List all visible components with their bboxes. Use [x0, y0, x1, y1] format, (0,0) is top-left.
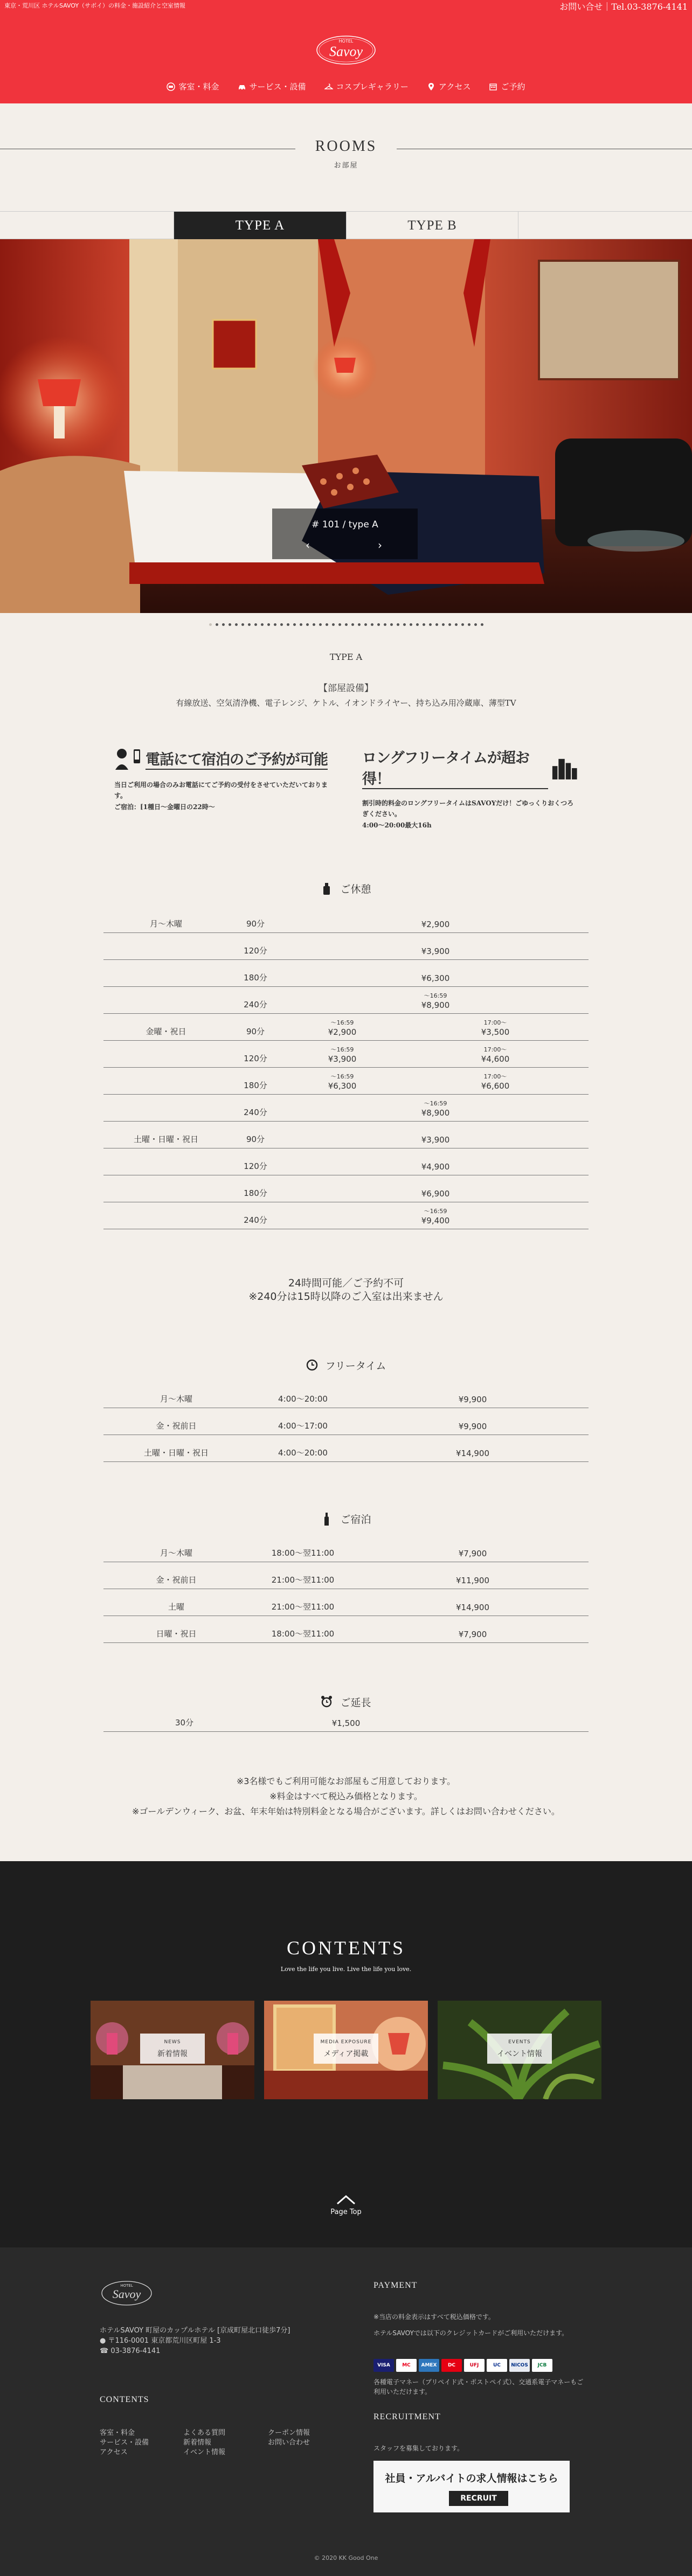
rest-price-value: ¥2,900	[421, 919, 450, 929]
rest-day	[103, 1202, 229, 1229]
credit-card-uc-icon: UC	[487, 2359, 507, 2372]
svg-text:HOTEL: HOTEL	[338, 39, 354, 44]
rest-price-value: ¥3,900	[421, 946, 450, 956]
rest-price-value: ¥6,900	[421, 1188, 450, 1199]
rest-price-note: 〜16:59	[424, 1208, 447, 1215]
savoy-logo-icon	[100, 2279, 154, 2308]
slider-dot[interactable]	[306, 623, 309, 626]
stay-time: 18:00〜翌11:00	[271, 1628, 335, 1639]
footer-link[interactable]: アクセス	[100, 2448, 128, 2457]
stay-price: ¥7,900	[458, 1548, 487, 1558]
slider-dot[interactable]	[410, 623, 412, 626]
equipment-list: 有線放送、空気清浄機、電子レンジ、ケトル、イオンドライヤー、持ち込み用冷蔵庫、薄型TV	[176, 698, 516, 708]
footer-link[interactable]: 客室・料金	[100, 2429, 135, 2438]
freetime-heading	[0, 1358, 692, 1373]
tab-type-b[interactable]: TYPE B	[346, 212, 518, 240]
footer-link[interactable]: イベント情報	[183, 2448, 226, 2457]
rooms-subheading: お部屋	[334, 162, 358, 170]
rest-price	[282, 932, 589, 959]
rest-price	[282, 986, 589, 1013]
contents-section	[0, 1861, 692, 2247]
phone-operator-icon	[114, 746, 142, 771]
slider-dot[interactable]	[235, 623, 238, 626]
contents-heading: CONTENTS	[287, 1937, 405, 1959]
rest-day	[103, 986, 229, 1013]
alarm-clock-icon	[321, 1695, 333, 1709]
calendar-icon	[489, 82, 497, 91]
slider-dot[interactable]	[248, 623, 251, 626]
nav-services[interactable]	[238, 81, 306, 92]
footer-link[interactable]: よくある質問	[183, 2429, 226, 2438]
news-card[interactable]	[91, 2001, 254, 2099]
stay-price-table	[103, 1535, 589, 1643]
credit-card-visa-icon: VISA	[373, 2359, 394, 2372]
slider-next-button[interactable]: ›	[378, 539, 382, 552]
credit-card-mc-icon: MC	[396, 2359, 417, 2372]
rest-day: 月〜木曜	[149, 918, 182, 929]
footer-contents-heading: CONTENTS	[100, 2395, 149, 2405]
equipment-heading: 【部屋設備】	[319, 683, 373, 694]
stay-day: 土曜	[168, 1602, 184, 1612]
rest-row	[103, 1094, 589, 1121]
slider-dot[interactable]	[384, 623, 386, 626]
rest-price-early-value: ¥3,900	[328, 1054, 357, 1064]
extend-price-table	[103, 1717, 589, 1732]
news-card-en: NEWS	[164, 2039, 181, 2045]
rest-price-note: 〜16:59	[424, 1100, 447, 1108]
rest-row	[103, 959, 589, 986]
slider-dot[interactable]	[229, 623, 231, 626]
events-card[interactable]	[438, 2001, 601, 2099]
rest-row	[103, 1013, 589, 1040]
events-card-label	[487, 2034, 552, 2064]
rest-heading	[0, 881, 692, 896]
phone-icon: ☎	[100, 2347, 111, 2356]
rest-row	[103, 1121, 589, 1148]
nav-access-label: アクセス	[438, 82, 471, 92]
media-card-jp: メディア掲載	[323, 2050, 369, 2059]
rest-note-1: 24時間可能／ご予約不可	[288, 1277, 404, 1289]
slider-dot[interactable]	[377, 623, 380, 626]
rest-row	[103, 1067, 589, 1094]
extend-row	[103, 1717, 589, 1732]
rest-day	[103, 1094, 229, 1121]
rest-note-2: ※240分は15時以降のご入室は出来ません	[248, 1291, 444, 1303]
recruit-text: スタッフを募集しております。	[373, 2445, 464, 2453]
free-row	[103, 1435, 589, 1462]
slider-dot[interactable]	[326, 623, 328, 626]
footer-link[interactable]: お問い合わせ	[268, 2439, 310, 2447]
rest-price-early-note: 〜16:59	[330, 1019, 354, 1027]
credit-card-jcb-icon: JCB	[532, 2359, 552, 2372]
rest-row	[103, 986, 589, 1013]
rest-duration: 180分	[244, 972, 267, 983]
footer-description: ホテルSAVOY 町屋のカップルホテル [京成町屋北口徒歩7分]	[100, 2327, 290, 2335]
footer-link[interactable]: サービス・設備	[100, 2439, 149, 2447]
rest-price-table	[103, 906, 589, 1229]
slider-dot[interactable]	[274, 623, 276, 626]
freetime-price-table	[103, 1381, 589, 1463]
rest-row	[103, 906, 589, 932]
rest-price-value: ¥3,900	[421, 1134, 450, 1145]
hanger-icon	[324, 82, 333, 91]
footer-link[interactable]: クーポン情報	[268, 2429, 310, 2438]
rest-price	[282, 1202, 589, 1229]
free-time: 4:00〜20:00	[278, 1394, 328, 1404]
rest-day	[103, 1148, 229, 1175]
rest-row	[103, 1040, 589, 1067]
free-time: 4:00〜17:00	[278, 1421, 328, 1431]
promo-long-freetime	[362, 746, 578, 831]
recruit-banner[interactable]	[373, 2461, 570, 2512]
rest-day	[103, 1040, 229, 1067]
map-pin-icon	[427, 82, 435, 91]
rest-price-note: 〜16:59	[424, 992, 447, 1000]
stay-row	[103, 1616, 589, 1642]
slider-dot[interactable]	[461, 623, 464, 626]
slide-caption: # 101 / type A	[312, 519, 378, 530]
media-card-en: MEDIA EXPOSURE	[320, 2039, 372, 2045]
slider-dot[interactable]	[287, 623, 289, 626]
credit-card-ufj-icon: UFJ	[464, 2359, 485, 2372]
nav-cosplay[interactable]	[324, 81, 409, 92]
stay-time: 21:00〜翌11:00	[271, 1575, 335, 1585]
site-footer	[0, 2247, 692, 2576]
rest-price-early-value: ¥2,900	[328, 1027, 357, 1037]
rest-row	[103, 1175, 589, 1202]
payment-text-1: ※当店の料金表示はすべて税込価格です。	[373, 2313, 495, 2321]
rest-price-late-note: 17:00〜	[483, 1046, 507, 1054]
slider-dot[interactable]	[448, 623, 451, 626]
stay-row	[103, 1562, 589, 1589]
slider-dot[interactable]	[364, 623, 367, 626]
stay-day: 金・祝前日	[156, 1575, 197, 1585]
rest-price-late	[402, 1067, 589, 1094]
extend-heading-label: ご延長	[340, 1696, 371, 1709]
recruit-banner-title: 社員・アルバイトの求人情報はこちら	[385, 2473, 558, 2485]
free-price: ¥9,900	[458, 1395, 487, 1405]
room-type-label: TYPE A	[329, 652, 363, 662]
svg-text:Savoy: Savoy	[112, 2287, 141, 2301]
slider-dot[interactable]	[209, 623, 212, 626]
promo-phone-title: 電話にて宿泊のご予約が可能	[146, 748, 328, 770]
promo-phone-reservation	[114, 746, 330, 831]
rest-price	[282, 1148, 589, 1175]
bed-icon	[167, 82, 175, 91]
promo-freetime-text-2: 4:00〜20:00最大16h	[362, 821, 432, 829]
stay-time: 21:00〜翌11:00	[271, 1602, 335, 1612]
slider-dot[interactable]	[390, 623, 393, 626]
rest-price-late	[402, 1040, 589, 1067]
stay-day: 月〜木曜	[160, 1548, 192, 1558]
rest-price-value: ¥6,300	[421, 973, 450, 983]
rest-day: 金曜・祝日	[146, 1026, 186, 1036]
promo-freetime-title: ロングフリータイムが超お得！	[362, 746, 548, 789]
promo-section	[0, 746, 692, 831]
slider-dot[interactable]	[338, 623, 341, 626]
free-row	[103, 1408, 589, 1435]
slider-dot[interactable]	[222, 623, 225, 626]
free-day: 月〜木曜	[160, 1394, 192, 1404]
bottle-icon	[321, 882, 333, 896]
extend-heading	[0, 1695, 692, 1709]
footer-address: 〒116-0001 東京都荒川区町屋 1-3	[108, 2337, 221, 2345]
freetime-heading-label: フリータイム	[325, 1360, 386, 1372]
site-header	[0, 0, 692, 103]
rest-price-early	[282, 1013, 402, 1040]
slider-dot[interactable]	[397, 623, 399, 626]
extend-time: 30分	[175, 1718, 194, 1728]
extend-price: ¥1,500	[331, 1718, 361, 1729]
stay-day: 日曜・祝日	[156, 1628, 197, 1639]
stay-price: ¥14,900	[455, 1602, 490, 1612]
rest-price-late-value: ¥6,600	[481, 1081, 510, 1091]
free-time: 4:00〜20:00	[278, 1448, 328, 1458]
rest-duration: 240分	[244, 1215, 267, 1225]
stay-time: 18:00〜翌11:00	[271, 1548, 335, 1558]
contact-phone-link[interactable]: お問い合せ｜Tel.03-3876-4141	[559, 2, 688, 12]
free-price: ¥9,900	[458, 1422, 487, 1432]
pricing-notes	[0, 1774, 692, 1819]
slider-dot[interactable]	[267, 623, 270, 626]
header-tagline: 東京・荒川区 ホテルSAVOY（サボイ）の料金・施設紹介と空室情報	[4, 2, 186, 9]
promo-phone-text-1: 当日ご利用の場合のみお電話にてご予約の受付をさせていただいております。	[114, 781, 328, 800]
rest-price-value: ¥9,400	[421, 1215, 450, 1226]
map-pin-icon: ●	[100, 2337, 108, 2345]
rest-price-value: ¥4,900	[421, 1161, 450, 1172]
rest-duration: 90分	[246, 1026, 265, 1036]
copyright: © 2020 KK Good One	[314, 2554, 378, 2562]
stay-price: ¥11,900	[455, 1575, 490, 1585]
free-day: 金・祝前日	[156, 1421, 197, 1431]
rest-row	[103, 932, 589, 959]
rest-price-late-note: 17:00〜	[483, 1019, 507, 1027]
rest-price	[282, 906, 589, 932]
nav-cosplay-label: コスプレギャラリー	[336, 82, 409, 92]
footer-address-row	[100, 2336, 221, 2347]
promo-freetime-text-1: 割引時的料金のロングフリータイムはSAVOYだけ！ごゆっくりおくつろぎください。	[362, 799, 574, 818]
rest-row	[103, 1202, 589, 1229]
rest-price-late-value: ¥4,600	[481, 1054, 510, 1064]
rooms-heading: ROOMS	[315, 138, 377, 155]
slider-dot[interactable]	[293, 623, 296, 626]
media-card-label	[314, 2034, 378, 2064]
nav-reservation-label: ご予約	[501, 82, 525, 92]
rest-duration: 120分	[244, 1161, 267, 1171]
rest-duration: 90分	[246, 918, 265, 929]
rest-duration: 240分	[244, 999, 267, 1009]
slider-dot[interactable]	[474, 623, 477, 626]
slider-dot[interactable]	[261, 623, 264, 626]
slider-dot[interactable]	[241, 623, 244, 626]
nav-rooms[interactable]	[167, 81, 219, 92]
stay-price: ¥7,900	[458, 1629, 487, 1639]
payment-heading: PAYMENT	[373, 2281, 418, 2290]
free-price: ¥14,900	[455, 1449, 490, 1459]
news-card-jp: 新着情報	[157, 2050, 188, 2059]
media-card[interactable]	[264, 2001, 428, 2099]
slider-dot[interactable]	[254, 623, 257, 626]
main-nav	[0, 81, 692, 92]
stay-heading	[0, 1512, 692, 1526]
events-card-jp: イベント情報	[497, 2050, 542, 2059]
payment-text-3: 各種電子マネー（プリペイド式・ポストペイ式）、交通系電子マネーもご利用いただけます。	[373, 2378, 584, 2396]
rest-day	[103, 959, 229, 986]
page-top-label: Page Top	[330, 2208, 362, 2217]
room-type-tabs	[0, 211, 692, 239]
rest-duration: 180分	[244, 1188, 267, 1198]
slider-dot[interactable]	[435, 623, 438, 626]
rest-day: 土曜・日曜・祝日	[133, 1134, 198, 1144]
rest-price-early-note: 〜16:59	[330, 1046, 354, 1054]
rest-price-late	[402, 1013, 589, 1040]
nav-services-label: サービス・設備	[249, 82, 306, 92]
pricing-note-2: ※料金はすべて税込み価格となります。	[269, 1791, 423, 1802]
stay-heading-label: ご宿泊	[340, 1514, 371, 1526]
room-photo-slider[interactable]	[0, 239, 692, 613]
credit-card-logos	[373, 2359, 552, 2372]
slider-dot[interactable]	[442, 623, 445, 626]
rest-duration: 120分	[244, 945, 267, 956]
rest-day	[103, 1067, 229, 1094]
slider-dot[interactable]	[216, 623, 218, 626]
rest-price-early	[282, 1040, 402, 1067]
promo-phone-text-2: ご宿泊：[1種日〜金曜日の22時〜	[114, 803, 215, 811]
rest-price-value: ¥8,900	[421, 1000, 450, 1010]
rest-price-late-note: 17:00〜	[483, 1073, 507, 1081]
rest-duration: 180分	[244, 1080, 267, 1090]
slider-dot[interactable]	[280, 623, 283, 626]
rest-duration: 120分	[244, 1053, 267, 1063]
footer-logo[interactable]	[100, 2279, 154, 2310]
rest-price-early-note: 〜16:59	[330, 1073, 354, 1081]
slider-dot[interactable]	[429, 623, 432, 626]
slider-dot[interactable]	[319, 623, 322, 626]
contents-subheading: Love the life you live. Live the life you love.	[280, 1966, 412, 1973]
slider-dot[interactable]	[358, 623, 361, 626]
pricing-note-3: ※ゴールデンウィーク、お盆、年末年始は特別料金となる場合がございます。詳しくはお問い合わせください。	[132, 1806, 560, 1817]
savoy-logo-icon	[315, 33, 377, 67]
slider-dot[interactable]	[423, 623, 425, 626]
car-icon	[238, 82, 246, 91]
slider-dot[interactable]	[468, 623, 470, 626]
footer-tel-link[interactable]	[100, 2346, 160, 2357]
rest-price	[282, 1121, 589, 1148]
slider-dot[interactable]	[345, 623, 348, 626]
wine-bottle-icon	[321, 1512, 333, 1526]
stay-row	[103, 1589, 589, 1616]
credit-card-nicos-icon: NICOS	[509, 2359, 530, 2372]
slider-dot[interactable]	[481, 623, 483, 626]
slider-dot[interactable]	[332, 623, 335, 626]
rest-price	[282, 1094, 589, 1121]
free-row	[103, 1381, 589, 1408]
rest-price-value: ¥8,900	[421, 1108, 450, 1118]
credit-card-amex-icon: AMEX	[419, 2359, 439, 2372]
tab-type-a[interactable]: TYPE A	[174, 212, 346, 240]
news-card-label	[140, 2034, 205, 2064]
nav-rooms-label: 客室・料金	[178, 82, 219, 92]
clock-icon	[306, 1358, 318, 1372]
pricing-note-1: ※3名様でもご利用可能なお部屋もご用意しております。	[236, 1776, 456, 1787]
nav-access[interactable]	[427, 81, 471, 92]
rest-day	[103, 1175, 229, 1202]
credit-card-dc-icon: DC	[441, 2359, 462, 2372]
hotel-logo[interactable]	[315, 33, 377, 67]
page-top-button[interactable]	[321, 2193, 371, 2216]
payment-text-2: ホテルSAVOYでは以下のクレジットカードがご利用いただけます。	[373, 2329, 569, 2337]
slider-dot[interactable]	[351, 623, 354, 626]
svg-text:Savoy: Savoy	[329, 44, 363, 59]
svg-text:HOTEL: HOTEL	[120, 2283, 133, 2288]
recruit-heading: RECRUITMENT	[373, 2412, 441, 2422]
rest-row	[103, 1148, 589, 1175]
slider-dot[interactable]	[403, 623, 406, 626]
rest-price-early-value: ¥6,300	[328, 1081, 357, 1091]
rest-price-late-value: ¥3,500	[481, 1027, 510, 1037]
slider-dot[interactable]	[313, 623, 315, 626]
rooms-title-section	[0, 103, 692, 211]
slider-dots	[0, 613, 692, 636]
slider-dot[interactable]	[371, 623, 373, 626]
rest-duration: 240分	[244, 1107, 267, 1117]
stay-row	[103, 1535, 589, 1562]
city-buildings-icon	[551, 755, 578, 780]
slide-caption-box	[272, 509, 418, 559]
recruit-button[interactable]: RECRUIT	[449, 2491, 508, 2506]
slider-dot[interactable]	[455, 623, 458, 626]
rest-price-early	[282, 1067, 402, 1094]
rest-price	[282, 1175, 589, 1202]
rest-heading-label: ご休憩	[340, 883, 371, 896]
slider-dot[interactable]	[416, 623, 419, 626]
chevron-up-icon	[335, 2193, 357, 2206]
nav-reservation[interactable]	[489, 81, 525, 92]
footer-link[interactable]: 新着情報	[183, 2439, 212, 2447]
slider-prev-button[interactable]: ‹	[306, 539, 310, 552]
free-day: 土曜・日曜・祝日	[143, 1448, 209, 1458]
rest-day	[103, 932, 229, 959]
rest-duration: 90分	[246, 1134, 265, 1144]
slider-dot[interactable]	[300, 623, 302, 626]
events-card-en: EVENTS	[508, 2039, 531, 2045]
rest-price	[282, 959, 589, 986]
footer-tel: 03-3876-4141	[110, 2347, 161, 2356]
